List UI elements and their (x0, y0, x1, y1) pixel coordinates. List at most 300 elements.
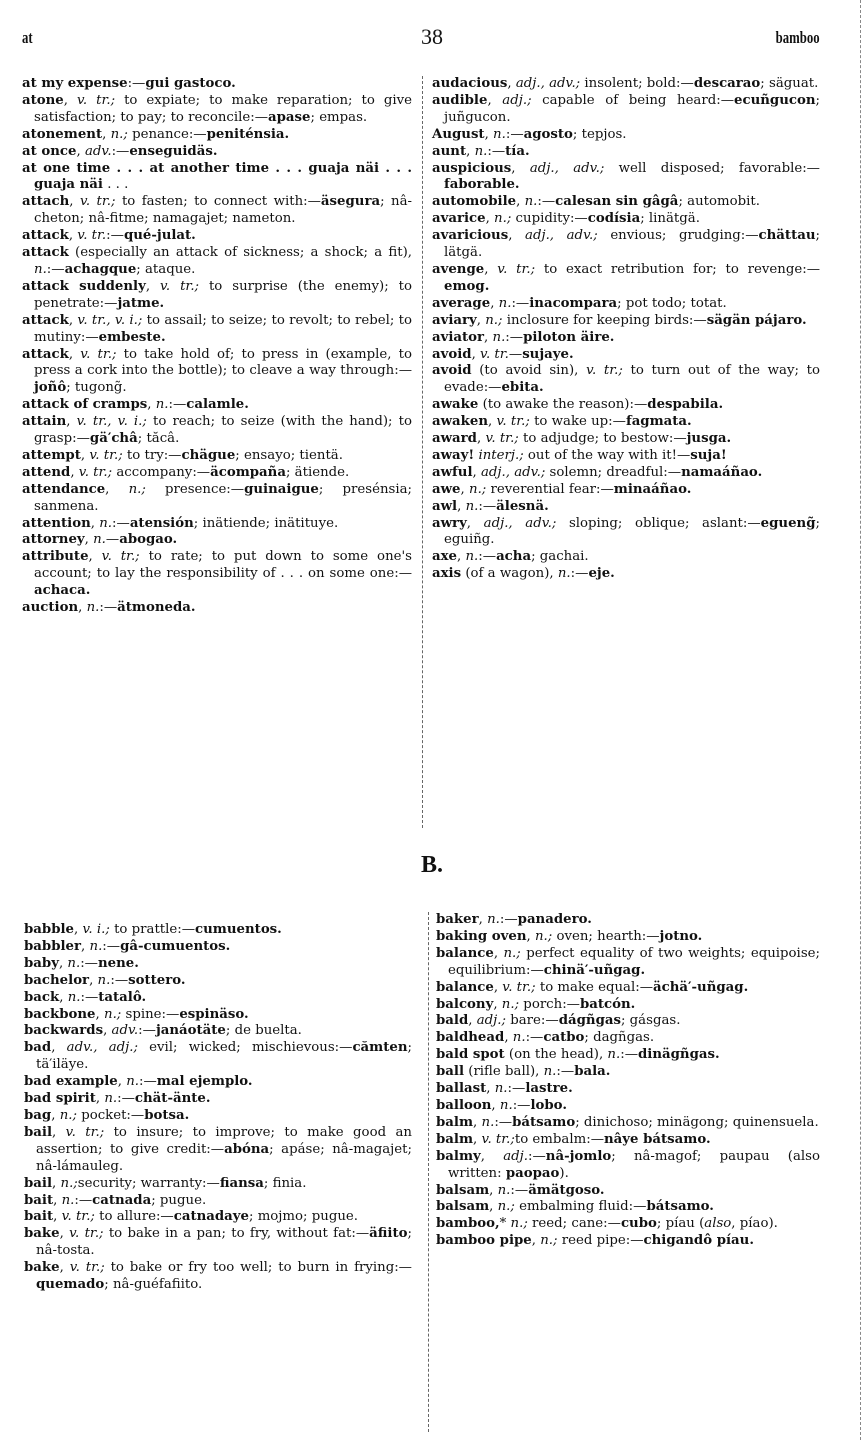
headword: avoid (432, 363, 472, 379)
definition-text: , (485, 211, 495, 227)
translation: codísia (587, 211, 641, 227)
dictionary-entry (436, 1030, 820, 1047)
definition-text: , (460, 481, 469, 497)
grammar-label: n. (97, 972, 111, 988)
definition-text: , (511, 160, 530, 176)
definition-text: to rate; to put down to some one's account; to lay the responsibility of . . . on some one:— (34, 549, 412, 582)
headword: avenge (432, 261, 485, 277)
grammar-label: n. (93, 532, 106, 548)
definition-text: to turn out of the way; to evade:— (444, 363, 820, 396)
definition-text: , (472, 464, 481, 480)
headword: awl (432, 498, 458, 514)
translation: dinägñgas. (638, 1047, 720, 1063)
dictionary-entry (22, 414, 412, 448)
definition-text: , (147, 397, 156, 413)
dictionary-entry (24, 922, 412, 939)
definition-text: to assail; to seize; to revolt; to rebel; to mutiny:— (34, 312, 412, 345)
definition-text: — (508, 346, 523, 362)
dictionary-entry (436, 1098, 820, 1115)
dictionary-entry (22, 194, 412, 228)
headword: attack (22, 346, 69, 362)
definition-text: to wake up:— (529, 414, 626, 430)
headword: awful (432, 464, 473, 480)
definition-text: ; lätgä. (444, 228, 820, 261)
dictionary-entry (22, 448, 412, 465)
translation: nene. (97, 955, 139, 971)
headword: attendance (22, 481, 106, 497)
translation: äsegura (320, 194, 381, 210)
dictionary-entry (22, 465, 412, 482)
grammar-label: n.; (540, 1233, 558, 1249)
headword: attach (22, 194, 70, 210)
grammar-label: n. (557, 566, 571, 582)
definition-text: , (516, 194, 525, 210)
dictionary-entry (24, 990, 412, 1007)
translation: namaáñao. (681, 464, 763, 480)
grammar-label: n. (86, 600, 100, 616)
headword: average (432, 295, 491, 311)
headword: August (432, 126, 485, 142)
translation: ächä′-uñgag. (653, 979, 749, 995)
dictionary-entry (22, 532, 412, 549)
definition-text: to prattle:— (109, 922, 196, 937)
grammar-label: n. (493, 126, 506, 142)
dictionary-entry (24, 1176, 412, 1193)
definition-text: , (487, 92, 503, 108)
headword: bail (24, 1175, 53, 1191)
dictionary-entry (24, 956, 412, 973)
definition-text: to take hold of; to press in (example, to press a cork into the bottle); to cleave a way through:— (34, 346, 412, 379)
headword: attack (22, 245, 69, 261)
headword: aviary (432, 312, 477, 328)
definition-text: oven; hearth:— (552, 928, 660, 944)
definition-text: :— (80, 955, 98, 971)
headword: attain (22, 414, 67, 430)
definition-text: , (484, 261, 498, 277)
definition-text: ; nâ-tosta. (36, 1226, 412, 1259)
definition-text: :— (505, 329, 524, 345)
translation: bátsamo. (646, 1199, 714, 1215)
translation: catnadaye (173, 1209, 249, 1225)
definition-text: to bake or fry too well; to burn in frying:— (104, 1260, 412, 1276)
headword: automobile (432, 194, 517, 210)
definition-text: to make equal:— (535, 979, 654, 995)
grammar-label: adj., adv.; (515, 76, 581, 91)
dictionary-entry (24, 1260, 412, 1294)
definition-text: presence:— (145, 481, 245, 497)
definition-text: , (486, 1081, 495, 1097)
headword: auction (22, 600, 79, 616)
dictionary-entry (432, 465, 820, 482)
grammar-label: also (704, 1216, 732, 1232)
grammar-label: n.; (110, 126, 128, 142)
dictionary-entry (24, 1023, 412, 1040)
definition-text: to allure:— (94, 1209, 174, 1225)
headword: balmy (436, 1148, 481, 1164)
definition-text: , (491, 1097, 500, 1113)
definition-text: :— (139, 1074, 157, 1090)
definition-text: ; apáse; nâ-magajet; nâ-lámauleg. (36, 1141, 412, 1174)
translation: jotno. (659, 928, 703, 944)
headword: away! (432, 447, 475, 463)
dictionary-entry (432, 516, 820, 550)
definition-text: , (493, 945, 504, 961)
definition-text: :— (510, 1182, 529, 1198)
definition-text: ; tä′iläye. (36, 1040, 412, 1073)
definition-text: , (105, 481, 129, 497)
headword: baldhead (436, 1030, 505, 1046)
definition-text: , (89, 972, 98, 988)
headword: atonement (22, 126, 103, 142)
grammar-label: adj. (503, 1148, 528, 1164)
definition-text: , (468, 1013, 477, 1029)
grammar-label: v. tr.; (502, 979, 536, 995)
grammar-label: n. (126, 1074, 139, 1090)
grammar-label: v. tr., v. i.; (77, 312, 143, 328)
definition-text: , (476, 431, 486, 447)
grammar-label: adj., adv.; (480, 464, 546, 480)
grammar-label: v. tr.; (69, 1260, 105, 1276)
grammar-label: n. (104, 1091, 118, 1107)
translation: paopao (505, 1165, 560, 1181)
definition-text: ; nâ-magof; paupau (also written: (448, 1148, 820, 1181)
grammar-label: n.; (59, 1107, 77, 1123)
headword: baking oven (436, 928, 527, 944)
dictionary-entry (24, 1007, 412, 1024)
grammar-label: v. tr.; (65, 1124, 105, 1140)
translation: cumuentos. (195, 922, 282, 937)
dictionary-entry (432, 161, 820, 195)
grammar-label: n. (465, 498, 479, 514)
definition-text: to surprise (the enemy); to penetrate:— (34, 278, 412, 311)
dictionary-entry (22, 161, 412, 195)
definition-text: , (66, 414, 77, 430)
grammar-label: n. (61, 1192, 75, 1208)
definition-text: reverential fear:— (486, 481, 614, 497)
definition-text: solemn; dreadful:— (545, 464, 682, 480)
definition-text: ; pugue. (151, 1192, 207, 1208)
grammar-label: adj., adv.; (529, 160, 605, 176)
definition-text: ; säguat. (760, 76, 819, 91)
dictionary-entry (436, 1047, 820, 1064)
grammar-label: n. (67, 989, 81, 1005)
dictionary-entry (22, 228, 412, 245)
translation: mal ejemplo. (156, 1074, 253, 1090)
definition-text: , (488, 414, 497, 430)
grammar-label: n.; (501, 996, 520, 1012)
dictionary-entry (432, 448, 820, 465)
dictionary-entry (24, 1226, 412, 1260)
definition-text: :— (110, 972, 129, 988)
dictionary-entry (432, 566, 820, 583)
grammar-label: v. i.; (82, 922, 110, 937)
headword: ballast (436, 1081, 487, 1097)
definition-text: ; finia. (263, 1175, 307, 1191)
translation: inacompara (529, 295, 618, 311)
headword: awaken (432, 414, 489, 430)
grammar-label: n.; (494, 211, 512, 227)
definition-text: to expiate; to make reparation; to give satisfaction; to pay; to reconcile:— (34, 92, 412, 125)
grammar-label: n. (494, 1081, 508, 1097)
headword: backbone (24, 1006, 96, 1022)
translation: minaáñao. (613, 481, 692, 497)
translation: fiansa (219, 1175, 264, 1191)
translation: peniténsia. (206, 126, 290, 142)
translation: chägue (181, 447, 236, 463)
definition-text: to fasten; to connect with:— (115, 194, 321, 210)
definition-text: , (84, 532, 94, 548)
translation: piloton äire. (523, 329, 615, 345)
definition-text: , píao). (731, 1216, 778, 1232)
definition-text: ). (559, 1165, 569, 1181)
translation: sägän pájaro. (706, 312, 807, 328)
translation: fagmata. (625, 414, 692, 430)
headword: awake (432, 397, 479, 413)
dictionary-entry (432, 431, 820, 448)
definition-text: , (526, 928, 535, 944)
translation: tatalô. (98, 989, 147, 1005)
definition-text: (of a wagon), (461, 566, 558, 582)
headword: balance (436, 979, 494, 995)
headword: bald spot (436, 1047, 505, 1063)
grammar-label: v. tr.; (586, 363, 623, 379)
translation: catnada (92, 1192, 152, 1208)
definition-text: ; píau ( (656, 1216, 705, 1232)
translation: dágñgas (558, 1013, 621, 1029)
translation: panadero. (517, 912, 592, 927)
dictionary-entry (22, 600, 412, 617)
headword: bamboo, (436, 1216, 500, 1232)
headword: attack suddenly (22, 278, 146, 294)
definition-text: ; pot todo; totat. (617, 295, 727, 311)
definition-text: :— (499, 912, 518, 927)
translation: äfiito (369, 1226, 408, 1242)
definition-text: :— (168, 397, 187, 413)
translation: lastre. (525, 1081, 573, 1097)
definition-text: :— (507, 1081, 526, 1097)
column-a-left (22, 76, 412, 617)
dictionary-entry (22, 93, 412, 127)
definition-text: , (471, 346, 481, 362)
dictionary-entry (22, 549, 412, 600)
definition-text: ; juñgucon. (444, 92, 820, 125)
definition-text: , (88, 549, 102, 565)
definition-text: :— (528, 1148, 546, 1164)
definition-text: ; eguiñg. (444, 515, 820, 548)
headword: bad spirit (24, 1091, 96, 1107)
grammar-label: v. tr.; (76, 92, 116, 108)
definition-text: , (473, 1114, 482, 1130)
definition-text: , (70, 464, 79, 480)
grammar-label: n. (465, 549, 479, 565)
headword: aviator (432, 329, 485, 345)
headword: attend (22, 464, 71, 480)
definition-text: envious; grudging:— (597, 228, 759, 244)
definition-text: , (117, 1074, 127, 1090)
grammar-label: v. tr.; (80, 346, 117, 362)
definition-text: , (90, 515, 100, 531)
translation: despabila. (647, 397, 724, 413)
dictionary-entry (432, 330, 820, 347)
definition-text: , (145, 278, 160, 294)
headword: at my expense (22, 76, 128, 91)
definition-text: :— (505, 126, 524, 142)
definition-text: porch:— (519, 996, 580, 1012)
definition-text: ; nâ-cheton; nâ-fitme; namagajet; nameton. (34, 194, 412, 227)
translation: jusga. (686, 431, 732, 447)
headword: ball (436, 1064, 465, 1080)
dictionary-entry (432, 397, 820, 414)
definition-text: insolent; bold:— (580, 76, 694, 91)
definition-text: , (102, 126, 111, 142)
definition-text: (on the head), (504, 1047, 608, 1063)
column-b-right (436, 912, 820, 1250)
definition-text: reed; cane:— (527, 1216, 621, 1232)
grammar-label: v. tr. (77, 228, 107, 244)
definition-text: , (59, 1226, 70, 1242)
grammar-label: n. (67, 955, 81, 971)
definition-text: out of the way with it!— (523, 447, 691, 463)
translation: chät-änte. (134, 1091, 211, 1107)
grammar-label: v. tr. (480, 346, 509, 362)
dictionary-entry (24, 939, 412, 956)
translation: quemado (36, 1277, 105, 1293)
definition-text: :— (46, 261, 65, 277)
translation: embeste. (98, 329, 166, 345)
definition-text: , (53, 1209, 62, 1225)
translation: gä′châ (89, 431, 138, 447)
translation: achaca. (34, 583, 91, 599)
dictionary-entry (24, 1108, 412, 1125)
definition-text: to bake in a pan; to fry, without fat:— (103, 1226, 370, 1242)
grammar-label: n. (481, 1114, 495, 1130)
definition-text: , (484, 126, 494, 142)
definition-text: , (81, 938, 90, 954)
grammar-label: v. tr.; (79, 194, 116, 210)
headword: attack of cramps (22, 397, 148, 413)
dictionary-entry (436, 1115, 820, 1132)
grammar-label: v. tr.; (497, 261, 536, 277)
headword: avoid (432, 346, 472, 362)
definition-text: ; linätgä. (640, 211, 700, 227)
definition-text: (rifle ball), (464, 1064, 544, 1080)
translation: nâ-jomlo (545, 1148, 612, 1164)
definition-text: , (95, 1091, 105, 1107)
dictionary-entry (436, 1013, 820, 1030)
headword: balsam (436, 1199, 490, 1215)
definition-text: :— (478, 549, 497, 565)
headword: balsam (436, 1182, 490, 1198)
column-divider (422, 76, 423, 828)
grammar-label: n. (99, 515, 113, 531)
translation: guinaigue (244, 481, 319, 497)
headword: bail (24, 1124, 53, 1140)
grammar-label: n.; (503, 945, 521, 961)
translation: gui gastoco. (145, 76, 236, 91)
definition-text: , (531, 1233, 541, 1249)
definition-text: , (80, 447, 90, 463)
definition-text: inclosure for keeping birds:— (502, 312, 707, 328)
column-divider (428, 912, 429, 1432)
translation: calamle. (186, 397, 249, 413)
dictionary-entry (22, 482, 412, 516)
definition-text: , (51, 1107, 60, 1123)
grammar-label: n. (155, 397, 169, 413)
headword: at one time . . . at another time . . . guaja näi . . . guaja näi (22, 160, 412, 193)
headword: bamboo pipe (436, 1233, 532, 1249)
translation: atensión (129, 515, 194, 531)
dictionary-entry (24, 1091, 412, 1108)
definition-text: well disposed; favorable:— (604, 160, 820, 176)
definition-text: evil; wicked; mischievous:— (137, 1040, 353, 1056)
grammar-label: n.; (534, 928, 553, 944)
definition-text: (especially an attack of sickness; a shock; a fit), (68, 245, 412, 261)
section-heading: B. (420, 852, 443, 878)
definition-text: :— (525, 1030, 544, 1046)
headword: atone (22, 92, 64, 108)
headword: balcony (436, 996, 494, 1012)
dictionary-entry (436, 1132, 820, 1149)
dictionary-entry (436, 980, 820, 997)
translation: chinä′-uñgag. (543, 962, 646, 978)
definition-text: , (466, 143, 475, 159)
dictionary-entry (436, 1199, 820, 1216)
grammar-label: n. (607, 1047, 621, 1063)
translation: chättau (758, 228, 816, 244)
definition-text: , (74, 922, 83, 937)
grammar-label: n. (498, 295, 512, 311)
headword: balloon (436, 1097, 492, 1113)
grammar-label: v. tr.; (485, 431, 519, 447)
grammar-label: v. tr.; (78, 464, 113, 480)
grammar-label: n. (512, 1030, 526, 1046)
definition-text: (to awake the reason):— (478, 397, 648, 413)
definition-text: penance:— (127, 126, 207, 142)
grammar-label: n.; (497, 1199, 515, 1215)
dictionary-entry (432, 313, 820, 330)
headword: avaricious (432, 228, 509, 244)
definition-text: bare:— (506, 1013, 559, 1029)
translation: abogao. (119, 532, 178, 548)
definition-text: :— (112, 515, 130, 531)
definition-text: , (489, 1199, 498, 1215)
dictionary-entry (22, 313, 412, 347)
grammar-label: v. tr.; (61, 1209, 95, 1225)
dictionary-entry (22, 127, 412, 144)
definition-text: * (499, 1216, 511, 1232)
definition-text: to exact retribution for; to revenge:— (535, 261, 820, 277)
grammar-label: adj., adv.; (525, 228, 598, 244)
translation: bala. (574, 1064, 611, 1080)
grammar-label: n.; (485, 312, 503, 328)
grammar-label: interj.; (478, 447, 524, 463)
translation: äcompaña (210, 464, 286, 480)
headword: axe (432, 549, 458, 565)
dictionary-entry (436, 1233, 820, 1250)
dictionary-entry (22, 279, 412, 313)
definition-text: ; tepjos. (572, 126, 627, 142)
translation: tía. (505, 143, 530, 159)
grammar-label: n. (487, 912, 500, 927)
translation: sottero. (128, 972, 186, 988)
translation: cămten (352, 1040, 408, 1056)
headword: avarice (432, 211, 486, 227)
translation: jatme. (117, 295, 165, 311)
definition-text: embalming fluid:— (514, 1199, 647, 1215)
headword: attorney (22, 532, 85, 548)
translation: batcón. (579, 996, 636, 1012)
dictionary-entry (432, 549, 820, 566)
